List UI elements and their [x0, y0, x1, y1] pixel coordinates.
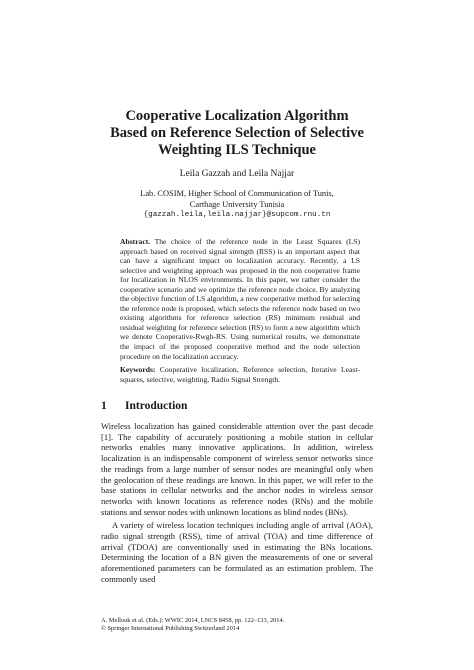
footnote-line-1: A. Mellouk et al. (Eds.): WWIC 2014, LNCS 8458, pp. 122–133, 2014.: [101, 617, 285, 624]
affiliation-block: [0, 189, 474, 221]
title-line-1: Cooperative Localization Algorithm: [125, 108, 349, 124]
publication-footnote: [101, 617, 373, 633]
section-title: Introduction: [125, 400, 188, 412]
abstract-text: The choice of the reference node in the Least Squares (LS) approach based on received signal strength (RSS) is an important aspect that can have a significant impact on localization accuracy. Recently, a LS selective and weighting approach was proposed in the non cooperative frame for localization in NLOS environments. In this paper, we rather consider the cooperative scenario and we optimize the reference node choice. By analyzing the objective function of LS algorithm, a new cooperative method for selecting the reference node is proposed, which selects the reference node based on two existing algorithms for reference selection (RS) minimum residual and residual weighting for reference selection (RS) to form a new algorithm which we denote Cooperative-Rwgh-RS. Using numerical results, we demonstrate the impact of the proposed cooperative method and the node selection procedure on the localization accuracy.: [120, 237, 361, 361]
keywords-text: Cooperative localization, Reference selection, Iterative Least-squares, selective, weighting, Radio Signal Strength.: [120, 365, 360, 384]
author-email: {gazzah.leila,leila.najjar}@supcom.rnu.tn: [143, 211, 331, 219]
abstract-block: [120, 237, 360, 361]
author-list: Leila Gazzah and Leila Najjar: [179, 169, 295, 179]
title-line-3: Weighting ILS Technique: [158, 142, 316, 158]
keywords-block: [120, 365, 360, 384]
abstract-label: Abstract.: [120, 237, 151, 246]
section-number: 1: [101, 400, 107, 412]
section-body: [101, 421, 373, 585]
body-paragraph-1: Wireless localization has gained considerable attention over the past decade [1]. The capability of accurately positioning a mobile station in cellular networks enables many innovative applications. In addition, wireless localization is an indispensable component of wireless sensor networks since the readings from a large number of sensor nodes are meaningful only when the geolocation of these readings are known. In this paper, we will refer to the base stations in cellular networks and the anchor nodes in wireless sensor networks with known locations as reference nodes (RNs) and the mobile stations and sensor nodes with unknown locations as blind nodes (BNs).: [101, 421, 373, 517]
footnote-line-2: © Springer International Publishing Switzerland 2014: [101, 625, 240, 632]
keywords-label: Keywords:: [120, 365, 156, 374]
affiliation-line-2: Carthage University Tunisia: [189, 199, 285, 209]
section-heading: [101, 399, 381, 413]
paper-title: [0, 108, 474, 159]
affiliation-line-1: Lab. COSIM, Higher School of Communication of Tunis,: [140, 189, 334, 198]
body-paragraph-2: A variety of wireless location techniques including angle of arrival (AOA), radio signal strength (RSS), time of arrival (TOA) and time difference of arrival (TDOA) are conventionally used in estimating the BNs locations. Determining the location of a BN given the measurements of one or several aforementioned parameters can be formulated as an estimation problem. The commonly used: [101, 520, 373, 584]
title-line-2: Based on Reference Selection of Selective: [110, 125, 364, 141]
